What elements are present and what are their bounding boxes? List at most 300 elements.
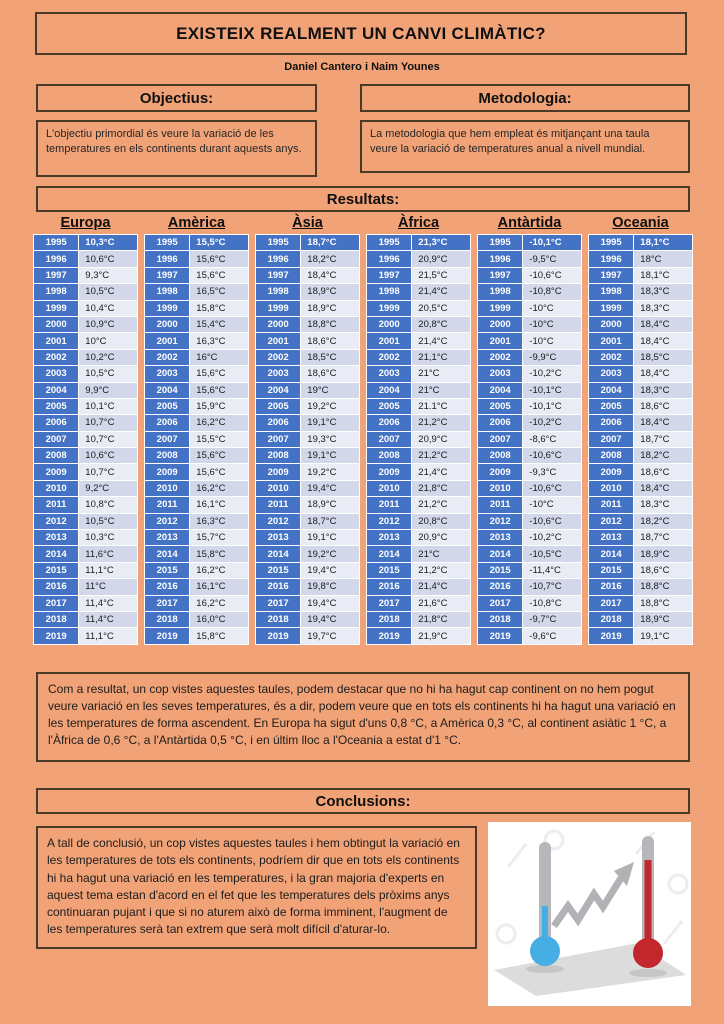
year-cell: 1997: [256, 268, 300, 283]
year-cell: 1996: [34, 251, 78, 266]
temperature-cell: 19,1°C: [301, 448, 359, 463]
table-row: [34, 612, 137, 627]
year-cell: 2016: [145, 579, 189, 594]
table-row: [478, 448, 581, 463]
table-row: [34, 366, 137, 381]
year-cell: 2000: [589, 317, 633, 332]
table-row: [256, 628, 359, 643]
table-row: [367, 317, 470, 332]
temperature-cell: -10,5°C: [523, 546, 581, 561]
results-tables: [33, 215, 693, 645]
table-row: [367, 628, 470, 643]
temperature-cell: 10,7°C: [79, 464, 137, 479]
temperature-cell: 16,1°C: [190, 497, 248, 512]
table-row: [256, 514, 359, 529]
table-row: [589, 301, 692, 316]
table-row: [145, 432, 248, 447]
continent-table: [144, 215, 249, 645]
temperature-cell: 18,9°C: [301, 284, 359, 299]
year-cell: 2014: [367, 546, 411, 561]
temperature-cell: 18,6°C: [634, 563, 692, 578]
year-cell: 2012: [34, 514, 78, 529]
year-cell: 2009: [256, 464, 300, 479]
temperature-cell: 19,4°C: [301, 563, 359, 578]
continent-title: Europa: [60, 215, 111, 231]
table-row: [478, 481, 581, 496]
thermometer-illustration-svg: [488, 822, 691, 1006]
table-row: [145, 497, 248, 512]
year-cell: 2019: [367, 628, 411, 643]
table-row: [34, 235, 137, 250]
year-cell: 2017: [367, 596, 411, 611]
table-row: [367, 448, 470, 463]
temperature-cell: 21°C: [412, 546, 470, 561]
conclusions-heading: Conclusions:: [315, 792, 411, 810]
temperature-cell: 16,2°C: [190, 415, 248, 430]
temperature-cell: 18,1°C: [634, 235, 692, 250]
temperature-cell: 15,4°C: [190, 317, 248, 332]
resultats-heading: Resultats:: [326, 190, 400, 208]
year-cell: 2010: [256, 481, 300, 496]
temperature-cell: -10,2°C: [523, 366, 581, 381]
continent-table-body: [255, 234, 360, 645]
year-cell: 2001: [145, 333, 189, 348]
temperature-cell: 16,2°C: [190, 481, 248, 496]
temperature-cell: 19,4°C: [301, 612, 359, 627]
table-row: [256, 251, 359, 266]
temperature-cell: 18,4°C: [634, 366, 692, 381]
table-row: [589, 432, 692, 447]
temperature-cell: 19,7°C: [301, 628, 359, 643]
temperature-cell: 18,4°C: [634, 481, 692, 496]
year-cell: 1995: [478, 235, 522, 250]
temperature-cell: 18,2°C: [301, 251, 359, 266]
temperature-cell: 11,4°C: [79, 612, 137, 627]
year-cell: 2013: [145, 530, 189, 545]
table-row: [256, 563, 359, 578]
title-box: [35, 12, 687, 55]
year-cell: 2012: [367, 514, 411, 529]
year-cell: 2003: [145, 366, 189, 381]
table-row: [256, 481, 359, 496]
year-cell: 2007: [145, 432, 189, 447]
temperature-cell: 18,8°C: [634, 596, 692, 611]
temperature-cell: 16,1°C: [190, 579, 248, 594]
table-row: [256, 497, 359, 512]
year-cell: 2005: [478, 399, 522, 414]
year-cell: 2001: [34, 333, 78, 348]
resultats-text: Com a resultat, un cop vistes aquestes taules, podem destacar que no hi ha hagut cap continent on no hem pogut veure variació en les seves temperatures, és a dir, podem veure que en tots els continents hi ha hagut una variació en les temperatures de forma ascendent. En Europa ha sigut d'uns 0,8 °C, a Amèrica 0,3 °C, al continent asiàtic 1 °C, a l'Àfrica de 0,6 °C, a l'Antàrtida 0,5 °C, i en últim lloc a l'Oceania a estat d'1 °C.: [36, 672, 690, 762]
year-cell: 2019: [145, 628, 189, 643]
year-cell: 2004: [34, 383, 78, 398]
year-cell: 1998: [34, 284, 78, 299]
year-cell: 2005: [34, 399, 78, 414]
year-cell: 2015: [367, 563, 411, 578]
table-row: [478, 333, 581, 348]
temperature-cell: 19,1°C: [301, 415, 359, 430]
table-row: [367, 546, 470, 561]
table-row: [34, 333, 137, 348]
table-row: [34, 579, 137, 594]
year-cell: 2002: [478, 350, 522, 365]
table-row: [367, 432, 470, 447]
temperature-cell: 20,9°C: [412, 530, 470, 545]
temperature-cell: 15,9°C: [190, 399, 248, 414]
year-cell: 2012: [145, 514, 189, 529]
table-row: [34, 415, 137, 430]
table-row: [367, 612, 470, 627]
temperature-cell: 20,5°C: [412, 301, 470, 316]
table-row: [367, 596, 470, 611]
temperature-cell: -10,6°C: [523, 514, 581, 529]
year-cell: 1996: [589, 251, 633, 266]
temperature-cell: 19,2°C: [301, 399, 359, 414]
table-row: [367, 268, 470, 283]
table-row: [34, 628, 137, 643]
temperature-cell: 10,7°C: [79, 415, 137, 430]
temperature-cell: 18,6°C: [634, 464, 692, 479]
temperature-cell: 16°C: [190, 350, 248, 365]
year-cell: 1995: [34, 235, 78, 250]
temperature-cell: 11,1°C: [79, 628, 137, 643]
year-cell: 2003: [589, 366, 633, 381]
year-cell: 2003: [478, 366, 522, 381]
year-cell: 2016: [589, 579, 633, 594]
year-cell: 2010: [145, 481, 189, 496]
temperature-cell: 19,1°C: [634, 628, 692, 643]
temperature-cell: 15,6°C: [190, 251, 248, 266]
table-row: [478, 350, 581, 365]
temperature-cell: 18,8°C: [301, 317, 359, 332]
cold-shadow: [526, 965, 564, 973]
year-cell: 2017: [34, 596, 78, 611]
year-cell: 2003: [34, 366, 78, 381]
year-cell: 2009: [34, 464, 78, 479]
thermometer-hot-icon: [633, 836, 663, 968]
year-cell: 2018: [589, 612, 633, 627]
continent-title: Amèrica: [167, 215, 226, 231]
temperature-cell: 19,2°C: [301, 464, 359, 479]
year-cell: 2007: [256, 432, 300, 447]
table-row: [478, 628, 581, 643]
table-row: [145, 284, 248, 299]
year-cell: 2006: [256, 415, 300, 430]
continent-title: Àsia: [292, 215, 323, 231]
year-cell: 2006: [34, 415, 78, 430]
temperature-cell: -9,7°C: [523, 612, 581, 627]
temperature-cell: 21°C: [412, 383, 470, 398]
table-row: [367, 251, 470, 266]
table-row: [367, 563, 470, 578]
continent-table-body: [144, 234, 249, 645]
table-row: [34, 464, 137, 479]
year-cell: 2017: [256, 596, 300, 611]
table-row: [589, 514, 692, 529]
temperature-cell: -10,6°C: [523, 481, 581, 496]
table-row: [34, 317, 137, 332]
temperature-cell: 15,6°C: [190, 268, 248, 283]
table-row: [589, 530, 692, 545]
temperature-cell: 10,2°C: [79, 350, 137, 365]
table-row: [145, 235, 248, 250]
temperature-cell: 21,9°C: [412, 628, 470, 643]
year-cell: 2008: [256, 448, 300, 463]
year-cell: 2009: [589, 464, 633, 479]
temperature-cell: -10°C: [523, 497, 581, 512]
temperature-cell: 10,1°C: [79, 399, 137, 414]
continent-table: [588, 215, 693, 645]
table-row: [589, 563, 692, 578]
temperature-cell: 18,6°C: [301, 366, 359, 381]
table-row: [256, 579, 359, 594]
hot-shadow: [629, 969, 667, 977]
temperature-cell: -9,5°C: [523, 251, 581, 266]
year-cell: 2000: [256, 317, 300, 332]
table-row: [478, 301, 581, 316]
year-cell: 1999: [145, 301, 189, 316]
table-row: [145, 612, 248, 627]
year-cell: 2014: [256, 546, 300, 561]
table-row: [256, 612, 359, 627]
year-cell: 1995: [256, 235, 300, 250]
temperature-cell: 21,8°C: [412, 612, 470, 627]
year-cell: 2019: [34, 628, 78, 643]
year-cell: 1999: [367, 301, 411, 316]
table-row: [34, 284, 137, 299]
year-cell: 2008: [478, 448, 522, 463]
temperature-cell: 21.1°C: [412, 399, 470, 414]
temperature-cell: 9,9°C: [79, 383, 137, 398]
table-row: [478, 415, 581, 430]
table-row: [589, 481, 692, 496]
table-row: [256, 415, 359, 430]
table-row: [145, 350, 248, 365]
temperature-cell: 21,2°C: [412, 497, 470, 512]
temperature-cell: 18°C: [634, 251, 692, 266]
year-cell: 2018: [34, 612, 78, 627]
year-cell: 2010: [589, 481, 633, 496]
year-cell: 2015: [256, 563, 300, 578]
table-row: [589, 366, 692, 381]
year-cell: 2006: [367, 415, 411, 430]
table-row: [256, 350, 359, 365]
temperature-cell: 19,4°C: [301, 481, 359, 496]
objectius-text: L'objectiu primordial és veure la variació de les temperatures en els continents durant aquests anys.: [36, 120, 317, 177]
temperature-cell: 21,5°C: [412, 268, 470, 283]
table-row: [256, 530, 359, 545]
temperature-cell: 10,5°C: [79, 366, 137, 381]
authors: Daniel Cantero i Naim Younes: [284, 61, 440, 73]
table-row: [145, 301, 248, 316]
table-row: [589, 546, 692, 561]
temperature-cell: 10,5°C: [79, 514, 137, 529]
table-row: [478, 464, 581, 479]
year-cell: 2006: [478, 415, 522, 430]
temperature-cell: 10,6°C: [79, 448, 137, 463]
temperature-cell: 15,5°C: [190, 235, 248, 250]
temperature-cell: -9,9°C: [523, 350, 581, 365]
continent-title: Àfrica: [397, 215, 440, 231]
year-cell: 2003: [256, 366, 300, 381]
temperature-cell: 9,2°C: [79, 481, 137, 496]
temperature-cell: 9,3°C: [79, 268, 137, 283]
year-cell: 2007: [367, 432, 411, 447]
year-cell: 2004: [589, 383, 633, 398]
temperature-cell: -10,6°C: [523, 268, 581, 283]
temperature-cell: 16,0°C: [190, 612, 248, 627]
year-cell: 2008: [34, 448, 78, 463]
year-cell: 2019: [256, 628, 300, 643]
temperature-cell: 16,3°C: [190, 514, 248, 529]
year-cell: 1998: [256, 284, 300, 299]
table-row: [145, 415, 248, 430]
table-row: [589, 383, 692, 398]
table-row: [367, 235, 470, 250]
year-cell: 1996: [145, 251, 189, 266]
year-cell: 2011: [589, 497, 633, 512]
table-row: [367, 333, 470, 348]
year-cell: 2014: [589, 546, 633, 561]
temperature-cell: 21°C: [412, 366, 470, 381]
year-cell: 1998: [589, 284, 633, 299]
temperature-cell: 18,6°C: [634, 399, 692, 414]
temperature-cell: 18,4°C: [634, 415, 692, 430]
table-row: [145, 448, 248, 463]
year-cell: 2017: [478, 596, 522, 611]
temperature-cell: 16,2°C: [190, 563, 248, 578]
table-row: [367, 284, 470, 299]
temperature-cell: 16,2°C: [190, 596, 248, 611]
table-row: [145, 268, 248, 283]
metodologia-heading: Metodologia:: [478, 89, 572, 107]
year-cell: 2019: [478, 628, 522, 643]
table-row: [256, 383, 359, 398]
table-row: [256, 432, 359, 447]
table-row: [589, 350, 692, 365]
table-row: [145, 317, 248, 332]
temperature-cell: 18,1°C: [634, 268, 692, 283]
table-row: [367, 530, 470, 545]
table-row: [34, 383, 137, 398]
year-cell: 2002: [145, 350, 189, 365]
temperature-cell: 21,4°C: [412, 579, 470, 594]
temperature-cell: -10,6°C: [523, 448, 581, 463]
table-row: [478, 612, 581, 627]
table-row: [589, 268, 692, 283]
temperature-cell: -10,1°C: [523, 383, 581, 398]
year-cell: 2013: [34, 530, 78, 545]
table-row: [589, 448, 692, 463]
temperature-cell: 15,8°C: [190, 628, 248, 643]
table-row: [589, 579, 692, 594]
temperature-cell: 10,8°C: [79, 497, 137, 512]
temperature-cell: 10,5°C: [79, 284, 137, 299]
temperature-cell: -9,6°C: [523, 628, 581, 643]
continent-table-body: [366, 234, 471, 645]
table-row: [589, 596, 692, 611]
year-cell: 2016: [256, 579, 300, 594]
year-cell: 1996: [256, 251, 300, 266]
temperature-cell: 15,8°C: [190, 301, 248, 316]
year-cell: 2016: [34, 579, 78, 594]
year-cell: 2002: [589, 350, 633, 365]
year-cell: 1996: [478, 251, 522, 266]
table-row: [256, 317, 359, 332]
year-cell: 1999: [256, 301, 300, 316]
table-row: [34, 530, 137, 545]
year-cell: 2001: [367, 333, 411, 348]
table-row: [367, 301, 470, 316]
year-cell: 2011: [145, 497, 189, 512]
table-row: [34, 251, 137, 266]
year-cell: 2014: [145, 546, 189, 561]
temperature-cell: -10,2°C: [523, 530, 581, 545]
continent-title: Oceania: [612, 215, 669, 231]
year-cell: 2002: [256, 350, 300, 365]
temperature-cell: 10,9°C: [79, 317, 137, 332]
table-row: [367, 514, 470, 529]
temperature-cell: 21,2°C: [412, 563, 470, 578]
temperature-cell: -10,7°C: [523, 579, 581, 594]
temperature-cell: 19,8°C: [301, 579, 359, 594]
temperature-cell: 19,1°C: [301, 530, 359, 545]
table-row: [367, 481, 470, 496]
conclusions-text: A tall de conclusió, un cop vistes aquestes taules i hem obtingut la variació en les temperatures de tots els continents, podríem dir que en tots els continents hi ha hagut una variació en les temperatures, i la gran majoria d'experts en aquest tema estan d'acord en el fet que les temperatures dels pròxims anys continuaran pujant i que si no aturem això de forma imminent, l'augment de les temperatures serà tan extrem que serà molt difícil d'aturar-lo.: [36, 826, 477, 949]
conclusions-heading-box: [36, 788, 690, 814]
year-cell: 2018: [256, 612, 300, 627]
year-cell: 2000: [367, 317, 411, 332]
table-row: [34, 514, 137, 529]
temperature-cell: 11°C: [79, 579, 137, 594]
temperature-cell: -11,4°C: [523, 563, 581, 578]
temperature-cell: 11,6°C: [79, 546, 137, 561]
table-row: [367, 579, 470, 594]
temperature-cell: 15,6°C: [190, 383, 248, 398]
table-row: [589, 251, 692, 266]
year-cell: 2005: [145, 399, 189, 414]
table-row: [145, 333, 248, 348]
temperature-cell: 20,9°C: [412, 251, 470, 266]
temperature-cell: 15,6°C: [190, 366, 248, 381]
year-cell: 1997: [34, 268, 78, 283]
table-row: [145, 546, 248, 561]
year-cell: 1995: [367, 235, 411, 250]
table-row: [34, 448, 137, 463]
temperature-cell: 10,7°C: [79, 432, 137, 447]
temperature-cell: 10,3°C: [79, 530, 137, 545]
table-row: [589, 333, 692, 348]
year-cell: 1997: [367, 268, 411, 283]
temperature-cell: 15,8°C: [190, 546, 248, 561]
temperature-cell: -10,1°C: [523, 399, 581, 414]
table-row: [256, 268, 359, 283]
temperature-cell: 21,3°C: [412, 235, 470, 250]
year-cell: 2016: [478, 579, 522, 594]
year-cell: 2012: [478, 514, 522, 529]
year-cell: 2001: [256, 333, 300, 348]
objectius-heading-box: [36, 84, 317, 112]
continent-table-body: [477, 234, 582, 645]
year-cell: 2018: [145, 612, 189, 627]
year-cell: 1998: [478, 284, 522, 299]
continent-table-body: [33, 234, 138, 645]
year-cell: 2007: [589, 432, 633, 447]
temperature-cell: 21,2°C: [412, 415, 470, 430]
table-row: [145, 530, 248, 545]
temperature-cell: -9,3°C: [523, 464, 581, 479]
watermark-marks: [497, 831, 687, 944]
temperature-cell: 10,6°C: [79, 251, 137, 266]
